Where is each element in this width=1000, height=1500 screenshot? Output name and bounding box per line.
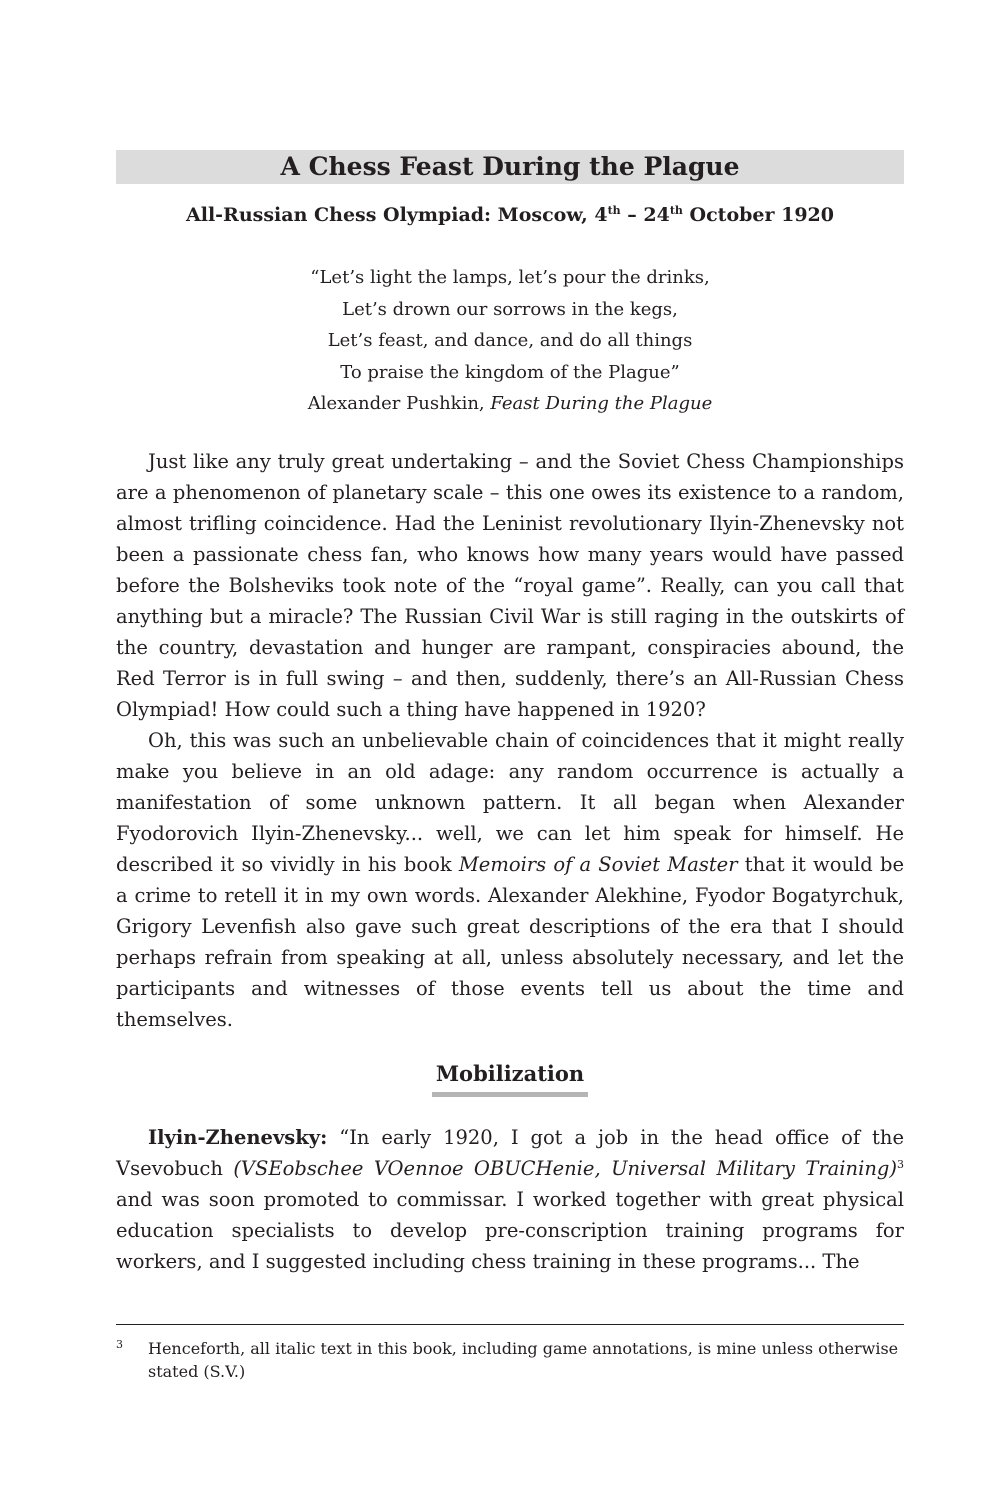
paragraph-2-text-b: that it would be a crime to retell it in my own words. Alexander Alekhine, Fyodor Bogatyrchuk, Grigory Levenfish also gave such great descriptions of the era that I should perhaps refrain from speaking at all, unless absolutely necessary, and let the participants and witnesses of those events tell us about the time and themselves. [116, 853, 904, 1031]
epigraph-line: To praise the kingdom of the Plague” [340, 361, 680, 383]
footnote-number: 3 [116, 1338, 123, 1351]
epigraph [116, 262, 904, 420]
footnote-reference: 3 [897, 1158, 904, 1171]
section-heading [116, 1058, 904, 1097]
subtitle-superscript-1: th [607, 204, 621, 217]
epigraph-line: “Let’s light the lamps, let’s pour the drinks, [310, 267, 710, 288]
paragraph-1: Just like any truly great undertaking – and the Soviet Chess Championships are a phenomenon of planetary scale – this one owes its existence to a random, almost trifling coincidence. Had the Leninist revolutionary Ilyin-Zhenevsky not been a passionate chess fan, who knows how many years would have passed before the Bolsheviks took note of the “royal game”. Really, can you call that anything but a miracle? The Russian Civil War is still raging in the outskirts of the country, devastation and hunger are rampant, conspiracies abound, the Red Terror is in full swing – and then, suddenly, there’s an All-Russian Chess Olympiad! How could such a thing have happened in 1920? [116, 450, 904, 721]
footnote [116, 1337, 904, 1383]
epigraph-attribution [116, 388, 904, 420]
body-text-mobilization [116, 1122, 904, 1277]
body-text-intro [116, 446, 904, 1035]
section-heading-text: Mobilization [432, 1058, 588, 1097]
epigraph-line: Let’s drown our sorrows in the kegs, [342, 298, 678, 320]
epigraph-author: Alexander Pushkin, [307, 393, 491, 414]
epigraph-line: Let’s feast, and dance, and do all things [327, 330, 693, 351]
epigraph-work-title: Feast During the Plague [490, 393, 713, 414]
subtitle-superscript-2: th [669, 204, 683, 217]
paragraph-2-text-a: Oh, this was such an unbelievable chain of coincidences that it might really make you believe in an old adage: any random occurrence is actually a manifestation of some unknown pattern. It all began when Alexander Fyodorovich Ilyin-Zhenevsky... well, we can let him speak for himself. He described it so vividly in his book [116, 729, 904, 876]
paragraph-2 [116, 725, 904, 1035]
subtitle-text-start: All-Russian Chess Olympiad: Moscow, 4 [185, 204, 608, 226]
speaker-name: Ilyin-Zhenevsky: [148, 1126, 328, 1149]
footnote-divider [116, 1324, 904, 1325]
vsevobuch-expansion: (VSEobschee VOennoe OBUCHenie, Universal Military Training) [233, 1157, 897, 1180]
chapter-title: A Chess Feast During the Plague [280, 152, 740, 181]
book-title-memoirs: Memoirs of a Soviet Master [458, 853, 738, 876]
subtitle-text-end: October 1920 [682, 204, 835, 226]
subtitle-text-middle: – 24 [620, 204, 670, 226]
paragraph-3 [116, 1122, 904, 1277]
chapter-subtitle [116, 200, 904, 230]
footnote-text: Henceforth, all italic text in this book, including game annotations, is mine unless otherwise stated (S.V.) [148, 1339, 899, 1381]
paragraph-3-text-b: and was soon promoted to commissar. I worked together with great physical education specialists to develop pre-conscription training programs for workers, and I suggested including chess training in these programs... The [116, 1188, 904, 1273]
paragraph-3-text-a: “In early 1920, I got a job in the head office of the Vsevobuch [116, 1126, 904, 1180]
